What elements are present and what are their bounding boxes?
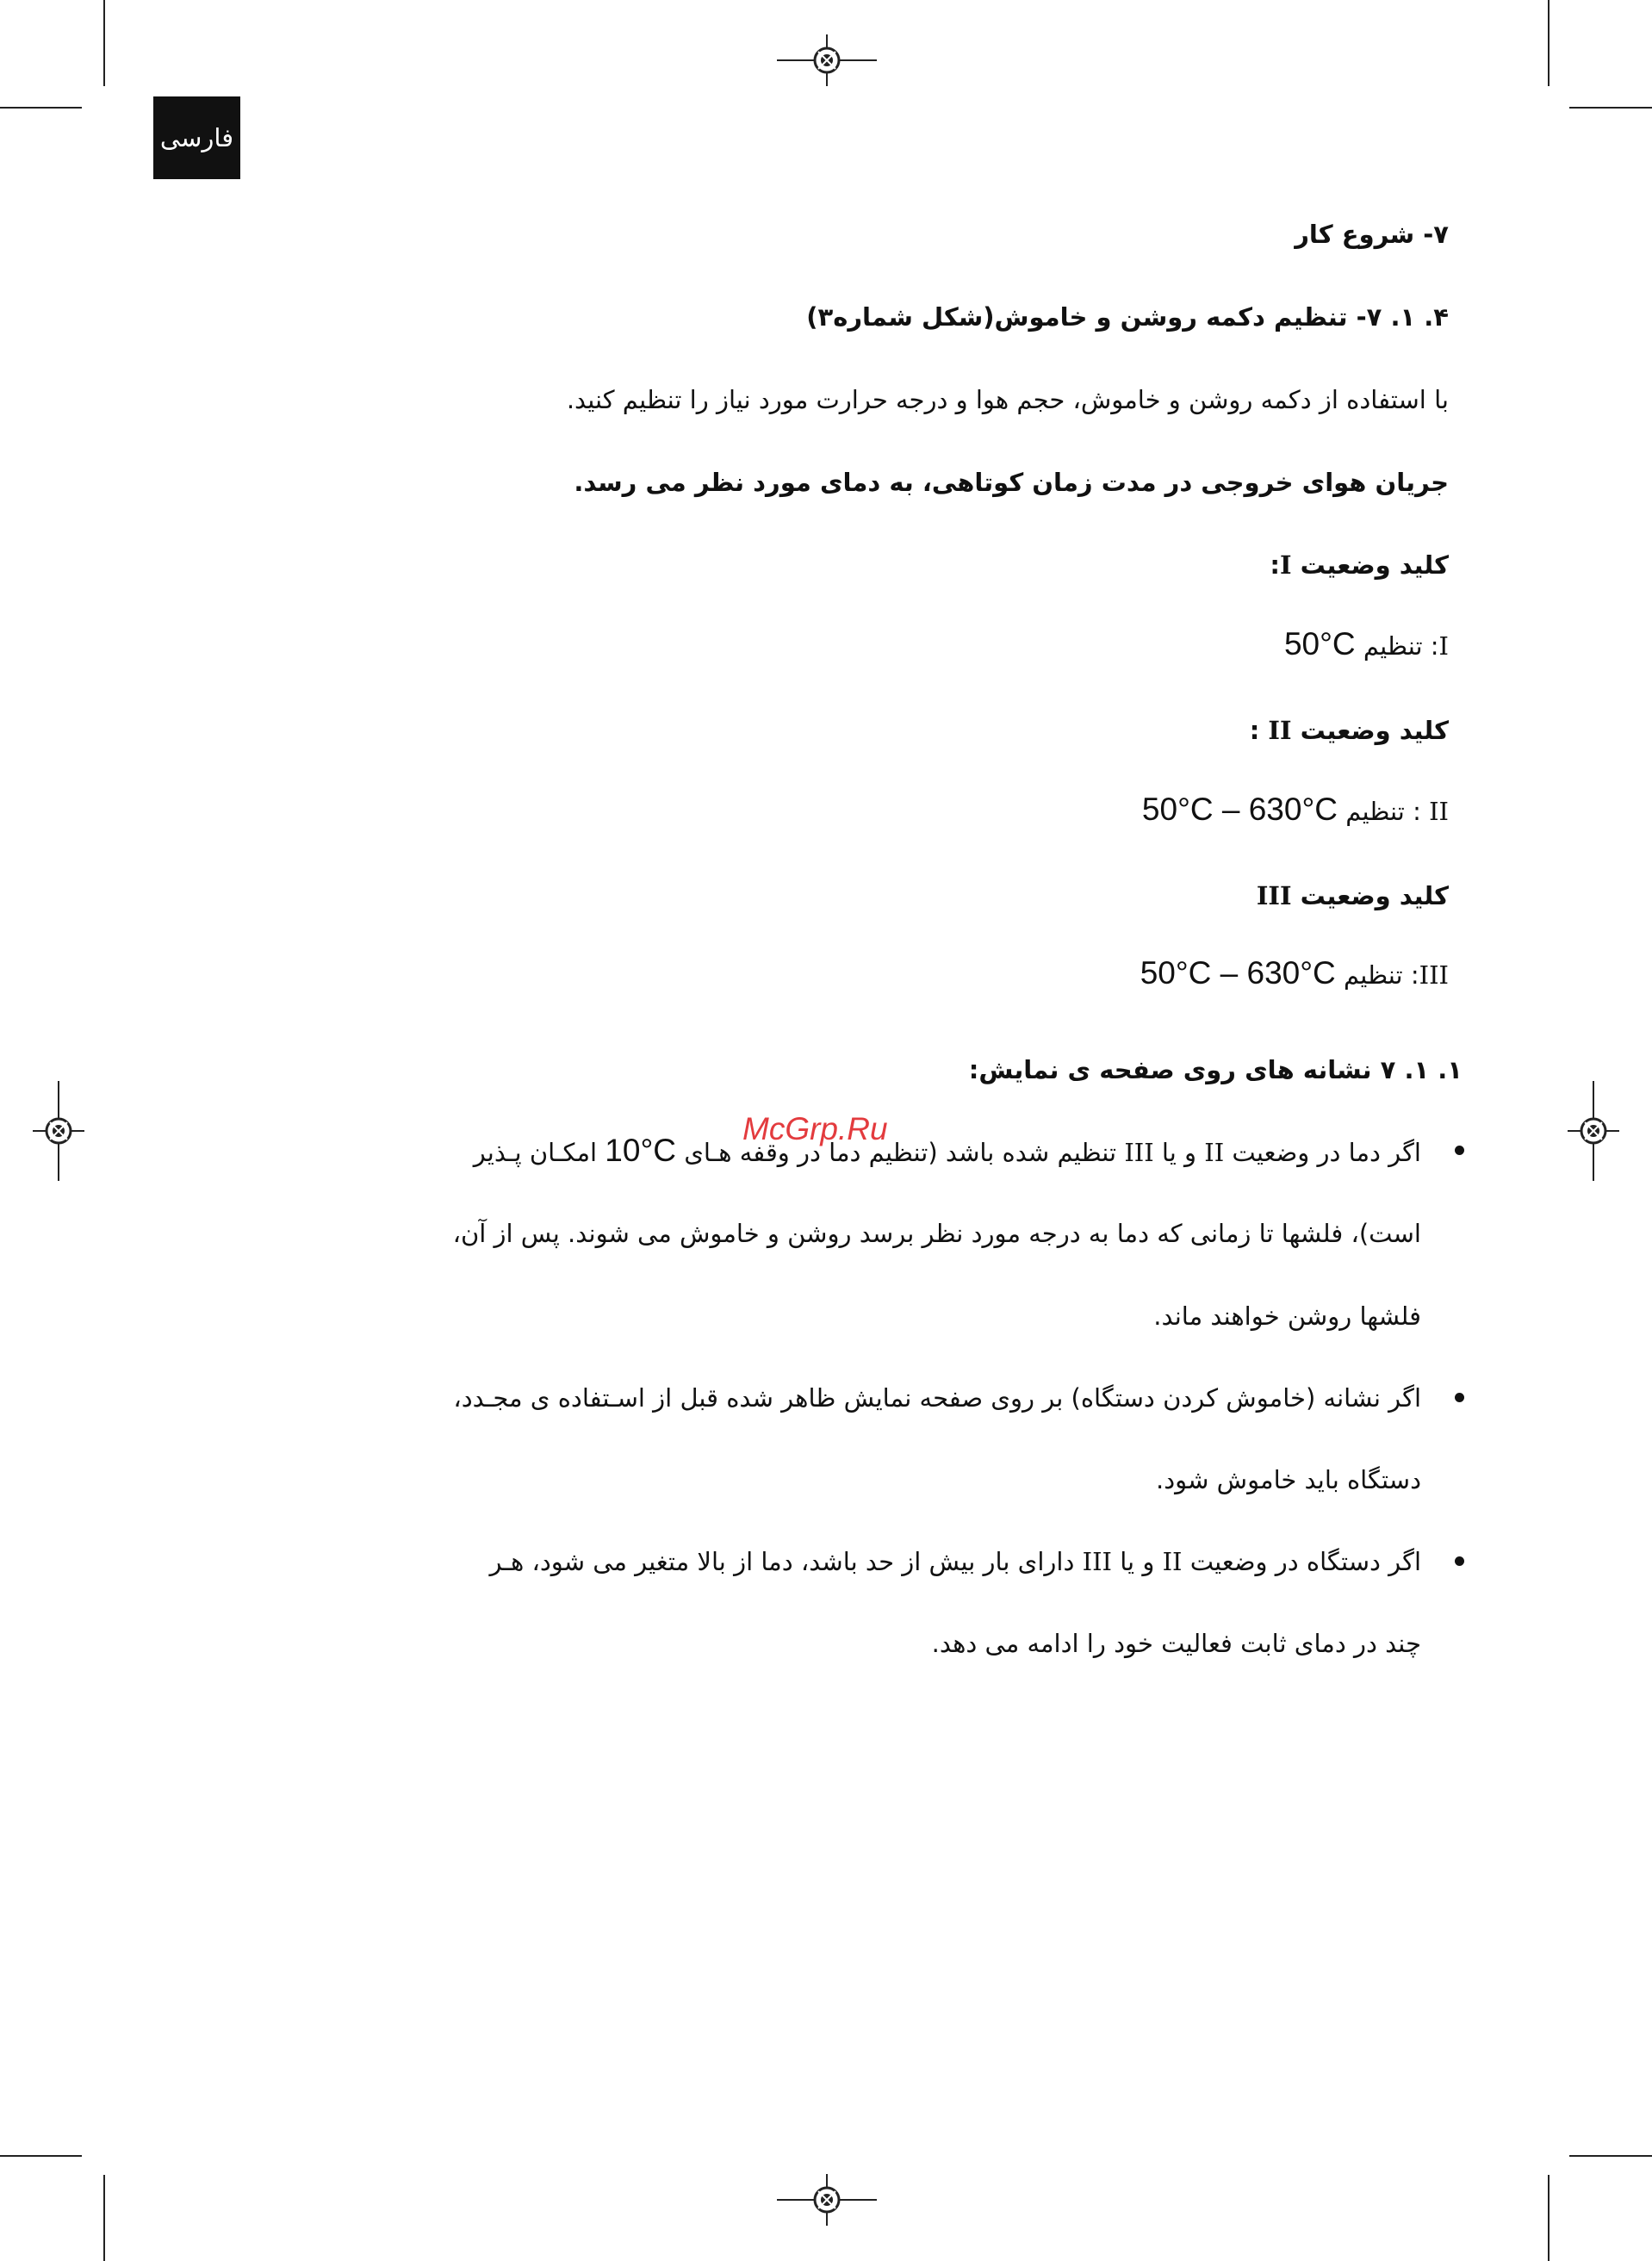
- text: تنظیم شده باشد (تنظیم دما در وقفه هـای: [684, 1138, 1117, 1167]
- key-roman: III: [1256, 881, 1292, 910]
- setting-label: : تنظیم: [1343, 960, 1419, 990]
- temperature-value: 10°C: [605, 1133, 676, 1168]
- text: و یا: [1120, 1547, 1155, 1576]
- key-suffix: :: [1249, 716, 1269, 745]
- setting-1: [1284, 627, 1449, 663]
- setting-3: [1140, 956, 1449, 992]
- setting-2: [1142, 792, 1449, 829]
- registration-mark: [777, 34, 877, 86]
- setting-label: : تنظیم: [1363, 631, 1439, 661]
- bullet-1-line-3: فلشها روشن خواهند ماند.: [1153, 1301, 1421, 1331]
- key-roman: I: [1279, 550, 1292, 580]
- crop-mark: [0, 107, 82, 109]
- text: و یا: [1161, 1138, 1197, 1167]
- setting-roman: I: [1438, 631, 1449, 661]
- bullet-2-line-2: دستگاه باید خاموش شود.: [1156, 1465, 1421, 1494]
- setting-roman: III: [1419, 960, 1449, 990]
- section-heading: ۷- شروع کار: [1295, 220, 1449, 249]
- bullet-dot: [1455, 1556, 1464, 1566]
- key-label: کلید وضعیت: [1300, 550, 1449, 580]
- bullet-2-line-1: اگر نشانه (خاموش کردن دستگاه) بر روی صفحه نمایش ظاهر شده قبل از اسـتفاده ی مجـدد،: [453, 1383, 1421, 1413]
- key-suffix: :: [1270, 550, 1280, 580]
- roman-numeral: II: [1162, 1547, 1183, 1576]
- text: اگر دستگاه در وضعیت: [1189, 1547, 1421, 1576]
- setting-value: 50°C: [1283, 626, 1356, 662]
- intro-paragraph: با استفاده از دکمه روشن و خاموش، حجم هوا و درجه حرارت مورد نیاز را تنظیم کنید.: [566, 385, 1449, 414]
- key-position-1: [1270, 548, 1449, 582]
- setting-value: 50°C – 630°C: [1140, 955, 1336, 991]
- setting-label: : تنظیم: [1345, 797, 1430, 826]
- text: دارای بار بیش از حد باشد، دما از بالا متغیر می شود، هـر: [489, 1547, 1075, 1576]
- bullet-3-line-1: [489, 1544, 1421, 1579]
- roman-numeral: III: [1082, 1547, 1112, 1576]
- key-label: کلید وضعیت: [1300, 716, 1449, 745]
- display-section-heading: ۱. ۱. ۷ نشانه های روی صفحه ی نمایش:: [968, 1055, 1463, 1084]
- crop-mark: [1548, 0, 1550, 86]
- crop-mark: [103, 0, 105, 86]
- setting-roman: II: [1429, 797, 1449, 826]
- roman-numeral: III: [1124, 1138, 1154, 1167]
- crop-mark: [1569, 2155, 1652, 2157]
- key-label: کلید وضعیت: [1300, 881, 1449, 910]
- text: اگر دما در وضعیت: [1232, 1138, 1421, 1167]
- watermark: McGrp.Ru: [742, 1111, 888, 1146]
- bullet-3-line-2: چند در دمای ثابت فعالیت خود را ادامه می دهد.: [931, 1629, 1421, 1658]
- registration-mark: [777, 2174, 877, 2226]
- registration-mark: [1568, 1081, 1619, 1181]
- bold-paragraph: جریان هوای خروجی در مدت زمان کوتاهی، به دمای مورد نظر می رسد.: [574, 468, 1449, 497]
- bullet-1-line-2: است)، فلشها تا زمانی که دما به درجه مورد نظر برسد روشن و خاموش می شوند. پس از آن،: [452, 1219, 1421, 1248]
- bullet-1-line-1: [474, 1134, 1421, 1170]
- language-tab: [153, 96, 240, 179]
- crop-mark: [1569, 107, 1652, 109]
- roman-numeral: II: [1204, 1138, 1225, 1167]
- key-position-2: [1250, 713, 1449, 748]
- crop-mark: [0, 2155, 82, 2157]
- bullet-dot: [1455, 1146, 1464, 1155]
- crop-mark: [103, 2175, 105, 2261]
- subsection-heading: ۴. ۱. ۷- تنظیم دکمه روشن و خاموش(شکل شماره۳): [806, 302, 1449, 332]
- crop-mark: [1548, 2175, 1550, 2261]
- language-tab-label: فارسی: [159, 123, 234, 152]
- bullet-dot: [1455, 1393, 1464, 1402]
- setting-value: 50°C – 630°C: [1141, 792, 1338, 827]
- text: امکـان پـذیر: [473, 1138, 598, 1167]
- key-position-3: [1257, 879, 1449, 913]
- registration-mark: [33, 1081, 84, 1181]
- key-roman: II: [1268, 716, 1292, 745]
